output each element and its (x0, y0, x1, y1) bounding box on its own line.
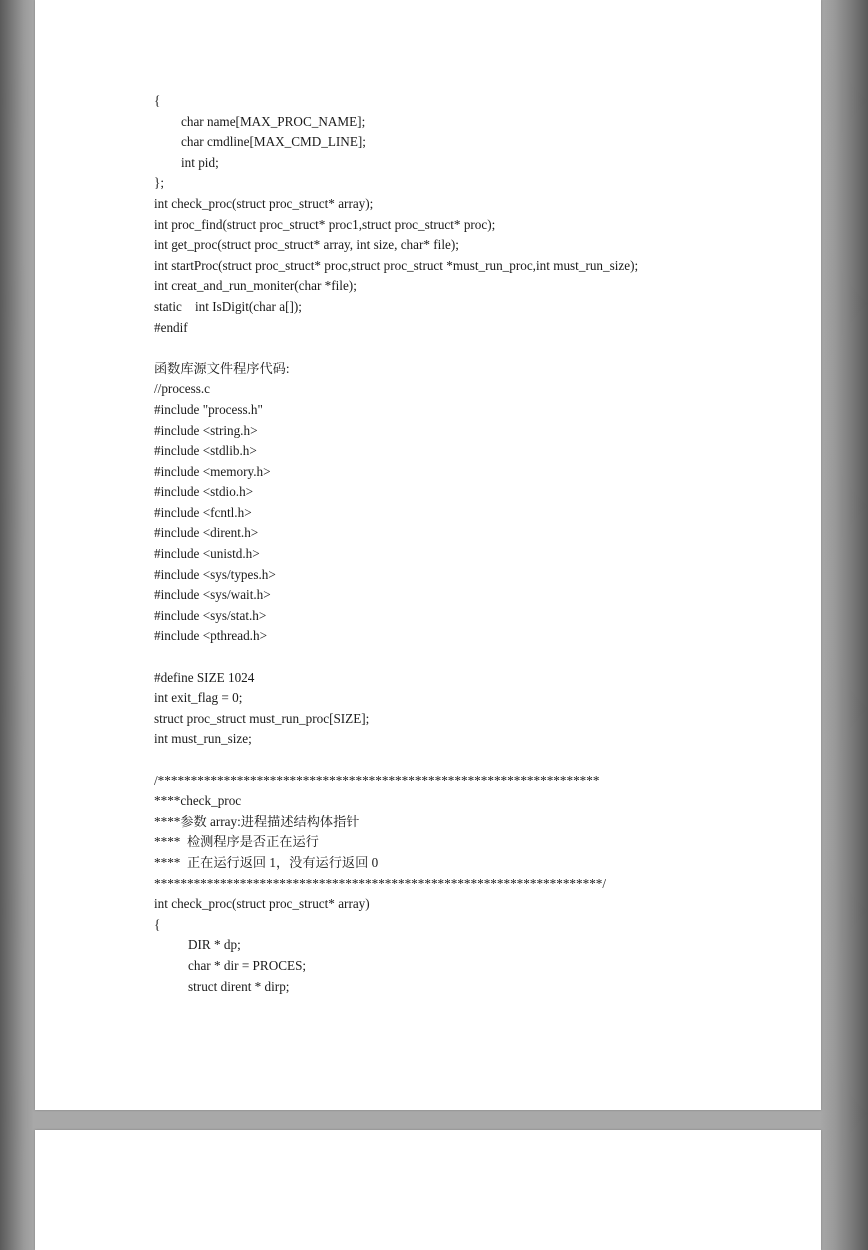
code-line: ********************************************************************/ (154, 875, 607, 891)
code-line: #include <fcntl.h> (154, 504, 252, 520)
code-line: #include <sys/wait.h> (154, 587, 271, 603)
code-line: int creat_and_run_moniter(char *file); (154, 278, 357, 294)
code-line: #include <dirent.h> (154, 525, 259, 541)
code-line: int get_proc(struct proc_struct* array, int size, char* file); (154, 237, 459, 253)
code-line: static int IsDigit(char a[]); (154, 298, 302, 314)
code-line: int startProc(struct proc_struct* proc,struct proc_struct *must_run_proc,int must_run_size); (154, 257, 639, 273)
code-line: { (154, 916, 161, 932)
code-listing (154, 91, 638, 997)
code-line: { (154, 93, 161, 108)
code-line: int must_run_size; (154, 731, 252, 747)
code-line: #include <sys/stat.h> (154, 607, 267, 623)
code-line: #endif (154, 319, 188, 335)
code-line: int pid; (181, 154, 219, 170)
code-line: char name[MAX_PROC_NAME]; (181, 113, 366, 129)
code-line: #include <stdlib.h> (154, 443, 257, 459)
code-line: #include <sys/types.h> (154, 566, 276, 582)
code-line: int exit_flag = 0; (154, 690, 243, 706)
code-line: char * dir = PROCES; (188, 957, 307, 973)
code-line: ****参数 array:进程描述结构体指针 (154, 813, 360, 829)
document-page-2 (35, 1130, 821, 1250)
code-line: #include <memory.h> (154, 463, 271, 479)
code-line: **** 正在运行返回 1，没有运行返回 0 (154, 854, 379, 870)
code-line: 函数库源文件程序代码: (154, 360, 290, 376)
code-line: int proc_find(struct proc_struct* proc1,struct proc_struct* proc); (154, 216, 496, 232)
code-line: #include <pthread.h> (154, 628, 268, 644)
code-line: #define SIZE 1024 (154, 669, 255, 685)
blank-line (154, 338, 638, 359)
blank-line (154, 750, 638, 771)
code-line: //process.c (154, 381, 211, 397)
code-line: DIR * dp; (188, 937, 241, 953)
document-page-1 (35, 0, 821, 1110)
code-line: #include <unistd.h> (154, 546, 260, 562)
blank-line (154, 647, 638, 668)
code-line: int check_proc(struct proc_struct* array) (154, 896, 370, 912)
code-line: #include <stdio.h> (154, 484, 254, 500)
code-line: #include "process.h" (154, 401, 263, 417)
code-line: struct dirent * dirp; (188, 978, 290, 994)
code-line: int check_proc(struct proc_struct* array); (154, 195, 374, 211)
code-line: /******************************************************************* (154, 772, 600, 788)
code-line: ****check_proc (154, 793, 242, 809)
code-line: #include <string.h> (154, 422, 258, 438)
code-line: **** 检测程序是否正在运行 (154, 834, 319, 850)
code-line: }; (154, 175, 164, 191)
code-line: char cmdline[MAX_CMD_LINE]; (181, 134, 366, 150)
code-line: struct proc_struct must_run_proc[SIZE]; (154, 710, 370, 726)
